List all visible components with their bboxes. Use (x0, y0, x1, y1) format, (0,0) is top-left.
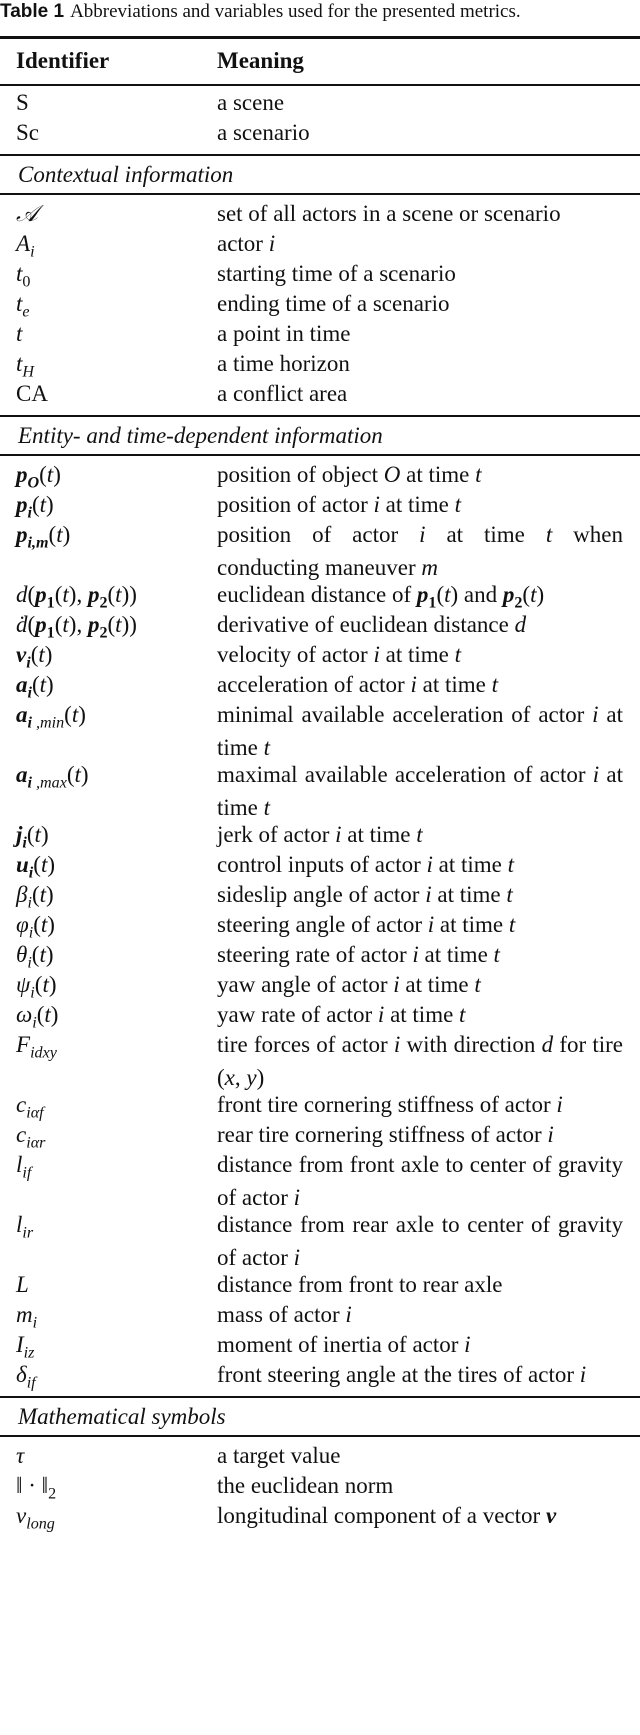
row-meaning: mass of actor i (217, 1302, 352, 1327)
row-meaning: moment of inertia of actor i (217, 1332, 471, 1357)
row-meaning: sideslip angle of actor i at time t (217, 882, 513, 907)
row-meaning: a scenario (217, 120, 310, 145)
row-meaning: ending time of a scenario (217, 291, 450, 316)
row-identifier: $\varphi_i(t)$ (16, 912, 55, 942)
row-meaning: a time horizon (217, 351, 350, 376)
row-meaning: derivative of euclidean distance d (217, 612, 527, 637)
row-identifier: $\nu_{long}$ (16, 1503, 55, 1533)
row-identifier: $c_{i\alpha f}$ (16, 1092, 44, 1122)
row-identifier: $l_{if}$ (16, 1152, 32, 1182)
row-meaning: rear tire cornering stiffness of actor i (217, 1122, 554, 1147)
row-meaning: longitudinal component of a vector ν (217, 1503, 557, 1528)
row-meaning: velocity of actor i at time t (217, 642, 461, 667)
row-meaning: a scene (217, 90, 285, 115)
row-identifier: S (16, 90, 29, 115)
row-meaning: position of actor i at time t when conducting maneuver m (217, 522, 624, 580)
row-identifier: $d(p_1(t)$, $p_2(t)$) (16, 582, 137, 612)
row-identifier: CA (16, 381, 48, 406)
row-identifier: $a_{i ,max}(t)$ (16, 762, 89, 792)
section-title: Entity- and time-dependent information (18, 423, 383, 448)
row-identifier: τ (16, 1443, 25, 1468)
row-identifier: $\delta_{if}$ (16, 1362, 36, 1392)
top-rule (0, 36, 640, 39)
row-meaning: yaw angle of actor i at time t (217, 972, 481, 997)
row-identifier: $t_H$ (16, 351, 35, 381)
row-meaning: yaw rate of actor i at time t (217, 1002, 466, 1027)
row-identifier: $ḋ(p_1(t)$, $p_2(t)$) (16, 612, 137, 642)
section-rule (0, 415, 640, 417)
row-identifier: Sc (16, 120, 39, 145)
row-identifier: t (16, 321, 23, 346)
row-meaning: steering rate of actor i at time t (217, 942, 500, 967)
row-identifier: $\psi_i(t)$ (16, 972, 57, 1002)
row-identifier: $p_i(t)$ (16, 492, 54, 522)
row-meaning: starting time of a scenario (217, 261, 456, 286)
section-rule (0, 154, 640, 156)
row-meaning: the euclidean norm (217, 1473, 394, 1498)
header-meaning: Meaning (217, 48, 304, 73)
row-meaning: distance from front to rear axle (217, 1272, 503, 1297)
row-meaning: front tire cornering stiffness of actor i (217, 1092, 563, 1117)
caption-label: Table 1 (0, 1, 65, 22)
row-meaning: tire forces of actor i with direction d for tire (x, y) (217, 1032, 624, 1090)
section-title-rule (0, 1435, 640, 1437)
row-meaning: euclidean distance of $p_1(t)$ and $p_2(t)$ (217, 582, 545, 612)
section-rule (0, 1396, 640, 1398)
row-identifier: $t_0$ (16, 261, 31, 291)
header-identifier: Identifier (16, 48, 110, 73)
row-identifier: $a_{i ,min}(t)$ (16, 702, 86, 732)
row-meaning: steering angle of actor i at time t (217, 912, 516, 937)
row-identifier: $F_{idxy}$ (16, 1032, 57, 1062)
row-identifier: $p_O(t)$ (16, 462, 61, 492)
row-meaning: distance from front axle to center of gravity of actor i (217, 1152, 623, 1210)
row-identifier: $j_i(t)$ (16, 822, 49, 852)
row-identifier: 𝒜 (16, 201, 38, 227)
section-title-rule (0, 193, 640, 195)
row-meaning: jerk of actor i at time t (217, 822, 423, 847)
row-meaning: acceleration of actor i at time t (217, 672, 498, 697)
row-identifier: ‖ · $‖_2$ (16, 1473, 57, 1503)
row-meaning: minimal available acceleration of actor i at time t (217, 702, 623, 760)
row-identifier: $A_i$ (16, 231, 35, 261)
row-identifier: $u_i(t)$ (16, 852, 56, 882)
row-identifier: $\beta_i(t)$ (16, 882, 54, 912)
table-caption (0, 0, 521, 30)
caption-text: Abbreviations and variables used for the presented metrics. (70, 1, 521, 22)
row-meaning: control inputs of actor i at time t (217, 852, 515, 877)
row-meaning: set of all actors in a scene or scenario (217, 201, 561, 226)
row-identifier: $l_{ir}$ (16, 1212, 34, 1242)
row-meaning: actor i (217, 231, 276, 256)
row-meaning: maximal available acceleration of actor i at time t (217, 762, 623, 820)
section-title-rule (0, 454, 640, 456)
row-identifier: $m_i$ (16, 1302, 38, 1332)
row-meaning: position of actor i at time t (217, 492, 462, 517)
section-title: Mathematical symbols (18, 1404, 226, 1429)
row-identifier: L (16, 1272, 29, 1297)
row-identifier: $\omega_i(t)$ (16, 1002, 59, 1032)
row-meaning: distance from rear axle to center of gravity of actor i (217, 1212, 623, 1270)
row-meaning: a point in time (217, 321, 351, 346)
row-identifier: $v_i(t)$ (16, 642, 53, 672)
row-meaning: a target value (217, 1443, 341, 1468)
row-meaning: front steering angle at the tires of actor i (217, 1362, 587, 1387)
row-identifier: $c_{i\alpha r}$ (16, 1122, 46, 1152)
row-identifier: $p_{i,m}(t)$ (16, 522, 71, 552)
row-identifier: $t_e$ (16, 291, 30, 321)
row-meaning: a conflict area (217, 381, 348, 406)
section-title: Contextual information (18, 162, 234, 187)
row-meaning: position of object O at time t (217, 462, 482, 487)
row-identifier: $I_{iz}$ (16, 1332, 35, 1362)
row-identifier: $a_i(t)$ (16, 672, 54, 702)
row-identifier: $\theta_i(t)$ (16, 942, 54, 972)
